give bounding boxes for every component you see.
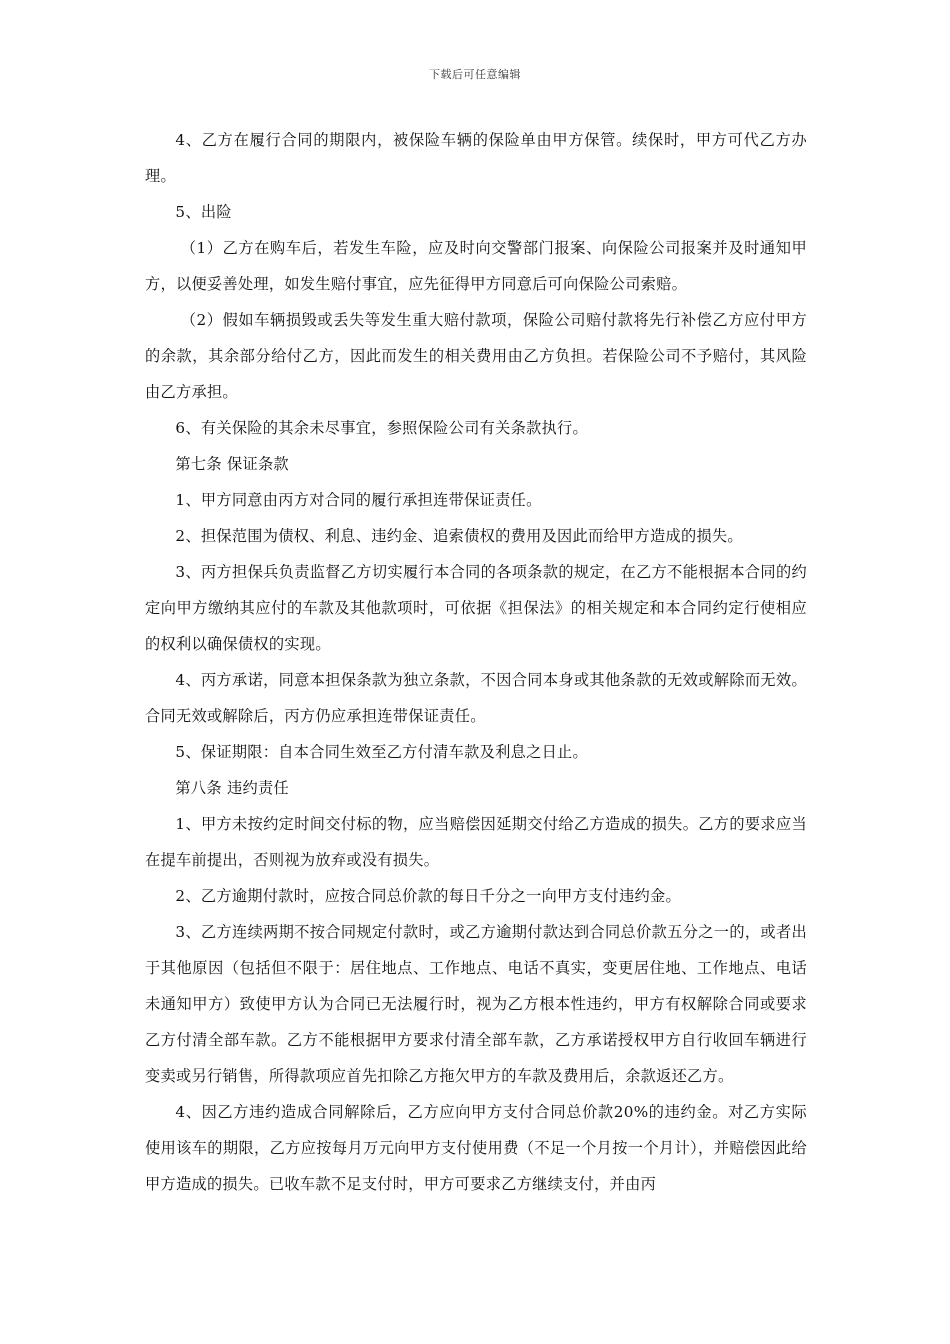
paragraph-insurance-custody: 4、乙方在履行合同的期限内，被保险车辆的保险单由甲方保管。续保时，甲方可代乙方办理。 xyxy=(145,131,807,185)
paragraph-guarantee-2: 2、担保范围为债权、利息、违约金、追索债权的费用及因此而给甲方造成的损失。 xyxy=(175,527,743,545)
paragraph-liability-2: 2、乙方逾期付款时，应按合同总价款的每日千分之一向甲方支付违约金。 xyxy=(175,887,681,905)
paragraph-claims-item-2: （2）假如车辆损毁或丢失等发生重大赔付款项，保险公司赔付款将先行补偿乙方应付甲方的余款，其余部分给付乙方，因此而发生的相关费用由乙方负担。若保险公司不予赔付，其风险由乙方承担。 xyxy=(145,311,807,401)
section-heading-article-8: 第八条 违约责任 xyxy=(175,779,289,797)
paragraph-insurance-other: 6、有关保险的其余未尽事宜，参照保险公司有关条款执行。 xyxy=(175,419,589,437)
paragraph-claims-heading: 5、出险 xyxy=(175,203,232,221)
paragraph-liability-1: 1、甲方未按约定时间交付标的物，应当赔偿因延期交付给乙方造成的损失。乙方的要求应当在提车前提出，否则视为放弃或没有损失。 xyxy=(145,815,807,869)
paragraph-liability-4: 4、因乙方违约造成合同解除后，乙方应向甲方支付合同总价款20%的违约金。对乙方实际使用该车的期限，乙方应按每月万元向甲方支付使用费（不足一个月按一个月计），并赔偿因此给甲方造成的损失。已收车款不足支付时，甲方可要求乙方继续支付，并由丙 xyxy=(145,1103,807,1193)
page-header: 下载后可任意编辑 xyxy=(429,68,521,81)
section-heading-article-7: 第七条 保证条款 xyxy=(175,455,289,473)
document-body xyxy=(145,122,807,1202)
paragraph-claims-item-1: （1）乙方在购车后，若发生车险，应及时向交警部门报案、向保险公司报案并及时通知甲方，以便妥善处理，如发生赔付事宜，应先征得甲方同意后可向保险公司索赔。 xyxy=(145,239,807,293)
paragraph-guarantee-4: 4、丙方承诺，同意本担保条款为独立条款，不因合同本身或其他条款的无效或解除而无效。合同无效或解除后，丙方仍应承担连带保证责任。 xyxy=(145,671,807,725)
paragraph-guarantee-5: 5、保证期限：自本合同生效至乙方付清车款及利息之日止。 xyxy=(175,743,589,761)
paragraph-liability-3: 3、乙方连续两期不按合同规定付款时，或乙方逾期付款达到合同总价款五分之一的，或者出于其他原因（包括但不限于：居住地点、工作地点、电话不真实，变更居住地、工作地点、电话未通知甲方）致使甲方认为合同已无法履行时，视为乙方根本性违约，甲方有权解除合同或要求乙方付清全部车款。乙方不能根据甲方要求付清全部车款，乙方承诺授权甲方自行收回车辆进行变卖或另行销售，所得款项应首先扣除乙方拖欠甲方的车款及费用后，余款返还乙方。 xyxy=(145,923,807,1085)
paragraph-guarantee-3: 3、丙方担保兵负责监督乙方切实履行本合同的各项条款的规定，在乙方不能根据本合同的约定向甲方缴纳其应付的车款及其他款项时，可依据《担保法》的相关规定和本合同约定行使相应的权利以确保债权的实现。 xyxy=(145,563,807,653)
paragraph-guarantee-1: 1、甲方同意由丙方对合同的履行承担连带保证责任。 xyxy=(175,491,542,509)
